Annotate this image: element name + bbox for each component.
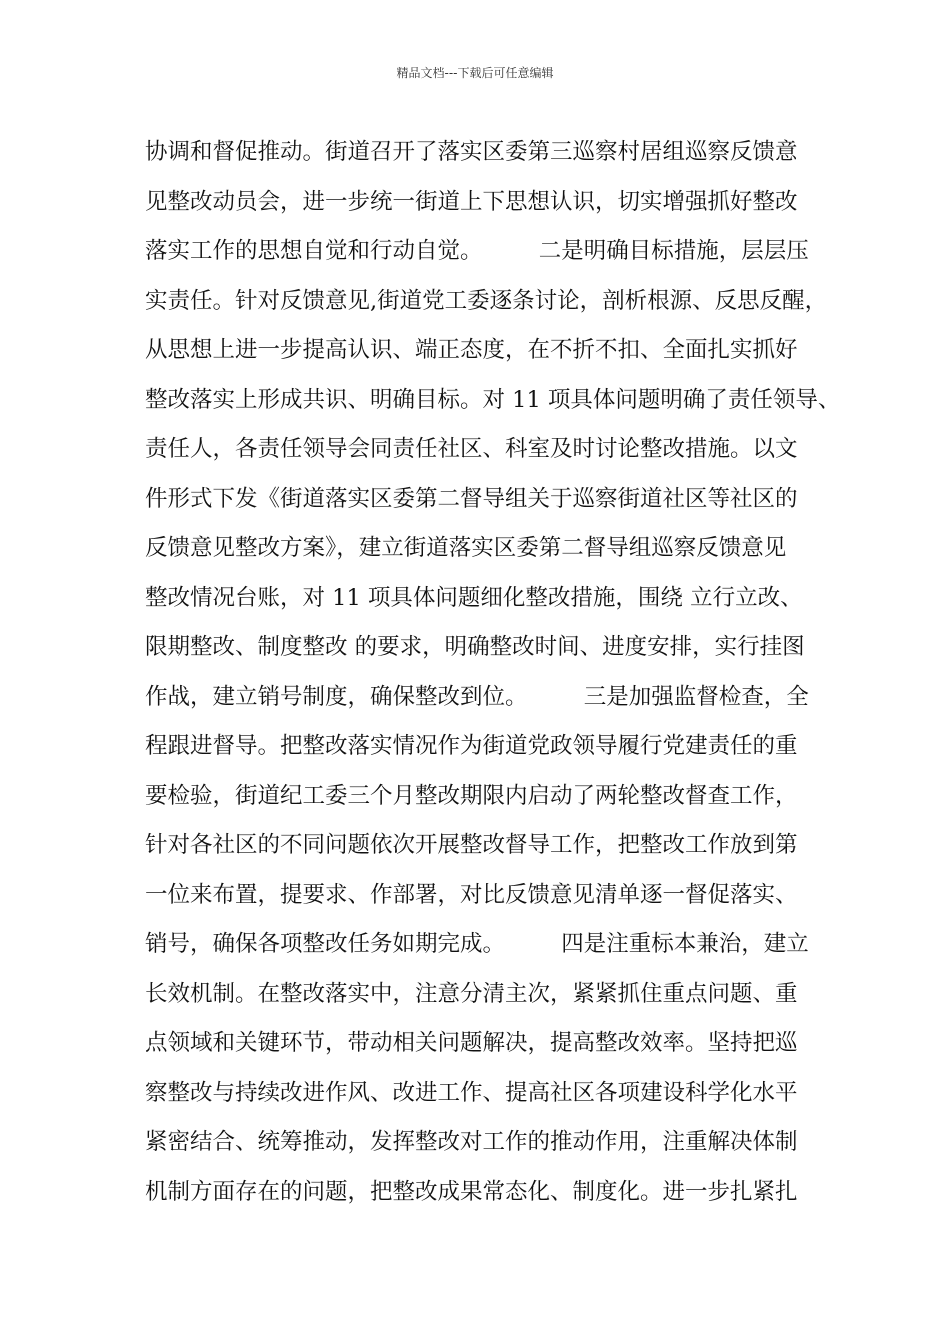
text-line: 落实工作的思想自觉和行动自觉。 二是明确目标措施，层层压 <box>145 238 809 264</box>
text-line: 见整改动员会，进一步统一街道上下思想认识，切实增强抓好整改 <box>145 188 798 215</box>
text-line: 一位来布置，提要求、作部署，对比反馈意见清单逐一督促落实、 <box>145 881 798 908</box>
text-line: 整改落实上形成共识、明确目标。对 11 项具体问题明确了责任领导、 <box>145 386 841 413</box>
text-line: 作战，建立销号制度，确保整改到位。 三是加强监督检查，全 <box>145 683 809 710</box>
text-line: 程跟进督导。把整改落实情况作为街道党政领导履行党建责任的重 <box>145 733 798 759</box>
text-line: 针对各社区的不同问题依次开展整改督导工作，把整改工作放到第 <box>145 832 798 858</box>
text-line: 机制方面存在的问题，把整改成果常态化、制度化。进一步扎紧扎 <box>145 1178 798 1205</box>
text-line: 察整改与持续改进作风、改进工作、提高社区各项建设科学化水平 <box>145 1079 798 1106</box>
text-line: 件形式下发《街道落实区委第二督导组关于巡察街道社区等社区的 <box>145 485 798 512</box>
text-line: 整改情况台账，对 11 项具体问题细化整改措施，围绕 立行立改、 <box>145 584 803 611</box>
text-line: 要检验，街道纪工委三个月整改期限内启动了两轮整改督查工作， <box>145 782 798 809</box>
text-line: 协调和督促推动。街道召开了落实区委第三巡察村居组巡察反馈意 <box>145 139 798 165</box>
text-line: 点领域和关键环节，带动相关问题解决，提高整改效率。坚持把巡 <box>145 1030 798 1056</box>
page-header: 精品文档---下载后可任意编辑 <box>396 66 554 80</box>
text-line: 反馈意见整改方案》，建立街道落实区委第二督导组巡察反馈意见 <box>145 535 787 561</box>
text-line: 实责任。针对反馈意见,街道党工委逐条讨论，剖析根源、反思反醒， <box>145 287 828 314</box>
text-line: 从思想上进一步提高认识、端正态度，在不折不扣、全面扎实抓好 <box>145 337 798 363</box>
document-body <box>145 132 845 1221</box>
text-line: 责任人，各责任领导会同责任社区、科室及时讨论整改措施。以文 <box>145 436 798 462</box>
text-line: 限期整改、制度整改 的要求，明确整改时间、进度安排，实行挂图 <box>145 634 805 660</box>
text-line: 长效机制。在整改落实中，注意分清主次，紧紧抓住重点问题、重 <box>145 980 798 1007</box>
text-line: 紧密结合、统筹推动，发挥整改对工作的推动作用，注重解决体制 <box>145 1129 798 1155</box>
text-line: 销号，确保各项整改任务如期完成。 四是注重标本兼治，建立 <box>145 931 809 957</box>
